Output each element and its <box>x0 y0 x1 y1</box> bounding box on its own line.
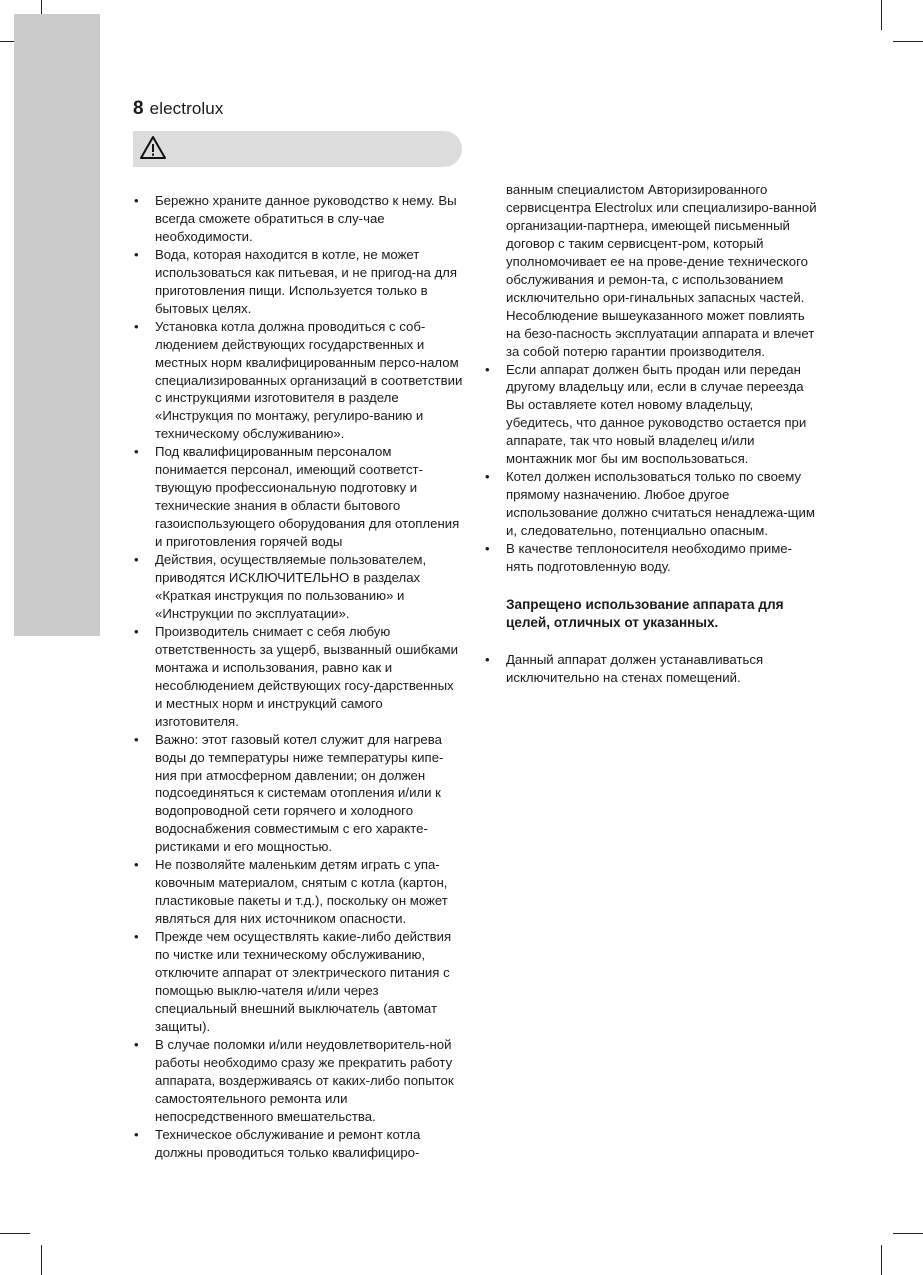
list-item-text: Не позволяйте маленьким детям играть с упа-ковочным материалом, снятым с котла (картон, пластиковые пакеты и т.д.), поскольку он может являться для них источником опасности. <box>155 857 448 927</box>
list-item <box>134 731 464 857</box>
list-item-text: В качестве теплоносителя необходимо приме-нять подготовленную воду. <box>506 541 792 575</box>
crop-mark <box>881 0 882 30</box>
bullet-icon: • <box>134 857 139 873</box>
list-item-text: Важно: этот газовый котел служит для нагрева воды до температуры ниже температуры кипе-ния при атмосферном давлении; он должен подсоединяться к системам отопления и/или к водопроводной сети горячего и холодного водоснабжения совместимым с его характе-ристиками и его мощностью. <box>155 731 444 855</box>
list-item-text: Бережно храните данное руководство к нему. Вы всегда сможете обратиться в слу-чае необходимости. <box>155 193 457 244</box>
list-item <box>134 623 464 731</box>
warning-triangle-icon <box>138 134 168 162</box>
list-item-text: Действия, осуществляемые пользователем, приводятся ИСКЛЮЧИТЕЛЬНО в разделах «Краткая инструкция по пользованию» и «Инструкции по эксплуатации». <box>155 552 427 621</box>
right-bullet-list <box>485 361 817 576</box>
list-item-text: Техническое обслуживание и ремонт котла должны проводиться только квалифициро- <box>155 1126 421 1160</box>
crop-mark <box>41 1245 42 1275</box>
bullet-icon: • <box>134 318 139 334</box>
continued-paragraph: ванным специалистом Авторизированного сервисцентра Electrolux или специализиро-ванной организации-партнера, имеющей письменный договор с таким сервисцент-ром, который уполномочивает ее на прове-дение технического обслуживания и ремон-та, с использованием исключительно ори-гинальных запасных частей. Несоблюдение вышеуказанного может повлиять на безо-пасность эксплуатации аппарата и влечет за собой потерю гарантии производителя. <box>506 182 817 359</box>
list-item <box>134 318 464 444</box>
list-item <box>134 246 464 318</box>
list-item-text: Под квалифицированным персоналом понимается персонал, имеющий соответст-твующую профессиональную подготовку и технические знания в области бытового газоиспользующего оборудования для отопления и приготовления горячей воды <box>155 444 460 550</box>
list-item <box>134 443 464 551</box>
prohibition-notice: Запрещено использование аппарата для целей, отличных от указанных. <box>506 596 784 631</box>
bullet-icon: • <box>485 361 490 377</box>
bullet-icon: • <box>134 1126 139 1142</box>
list-item-text: Производитель снимает с себя любую ответственность за ущерб, вызванный ошибками монтажа и использования, равно как и несоблюдением действующих госу-дарственных и местных норм и инструкций самого изготовителя. <box>155 623 458 729</box>
list-item <box>485 468 817 540</box>
crop-mark <box>893 41 923 42</box>
warning-banner <box>133 131 462 167</box>
bullet-icon: • <box>134 552 139 568</box>
bullet-icon: • <box>134 731 139 747</box>
list-item <box>134 1036 464 1126</box>
bullet-icon: • <box>485 651 490 667</box>
list-item-text: Котел должен использоваться только по своему прямому назначению. Любое другое использование должно считаться ненадлежа-щим и, следовательно, потенциально опасным. <box>506 469 815 539</box>
bullet-icon: • <box>134 1036 139 1052</box>
list-item <box>485 651 817 687</box>
bullet-icon: • <box>134 623 139 639</box>
crop-mark <box>0 1233 30 1234</box>
list-item-text: Вода, которая находится в котле, не может использоваться как питьевая, и не пригод-на для приготовления пищи. Используется только в бытовых целях. <box>155 246 458 316</box>
list-item-text: В случае поломки и/или неудовлетворитель-ной работы необходимо сразу же прекратить работу аппарата, воздерживаясь от каких-либо попыток самостоятельного ремонта или непосредственного вмешательства. <box>155 1036 454 1124</box>
list-item <box>134 192 464 246</box>
list-item <box>134 928 464 1036</box>
right-column <box>485 181 817 687</box>
crop-mark <box>893 1233 923 1234</box>
list-item-text: Если аппарат должен быть продан или передан другому владельцу или, если в случае переезда Вы оставляете котел новому владельцу, убедитесь, что данное руководство остается при аппарате, так что новый владелец и/или монтажник мог бы им воспользоваться. <box>506 361 807 467</box>
list-item <box>134 856 464 928</box>
list-item <box>134 551 464 623</box>
side-tab-bar <box>14 14 100 636</box>
bullet-icon: • <box>134 444 139 460</box>
final-bullet-list <box>485 651 817 687</box>
left-bullet-list <box>134 192 464 1161</box>
list-item-text: Данный аппарат должен устанавливаться исключительно на стенах помещений. <box>506 651 764 685</box>
list-item <box>485 361 817 469</box>
bullet-icon: • <box>485 541 490 557</box>
left-column <box>134 192 464 1161</box>
list-item <box>134 1126 464 1162</box>
bullet-icon: • <box>134 246 139 262</box>
list-item <box>485 540 817 576</box>
brand-name: electrolux <box>149 99 224 118</box>
bullet-icon: • <box>134 193 139 208</box>
bullet-icon: • <box>134 929 139 945</box>
page-header <box>133 98 223 120</box>
list-item-text: Установка котла должна проводиться с соб-людением действующих государственных и местных норм квалифицированным персо-налом специализированных организаций в соответствии с инструкциями изготовителя в разделе «Инструкция по монтажу, регулиро-ванию и техническому обслуживанию». <box>155 318 463 442</box>
crop-mark <box>881 1245 882 1275</box>
bullet-icon: • <box>485 469 490 485</box>
page-number: 8 <box>133 98 144 119</box>
list-item-text: Прежде чем осуществлять какие-либо действия по чистке или техническому обслуживанию, отключите аппарат от электрического питания с помощью выклю-чателя и/или через специальный внешний выключатель (автомат защиты). <box>155 929 452 1034</box>
